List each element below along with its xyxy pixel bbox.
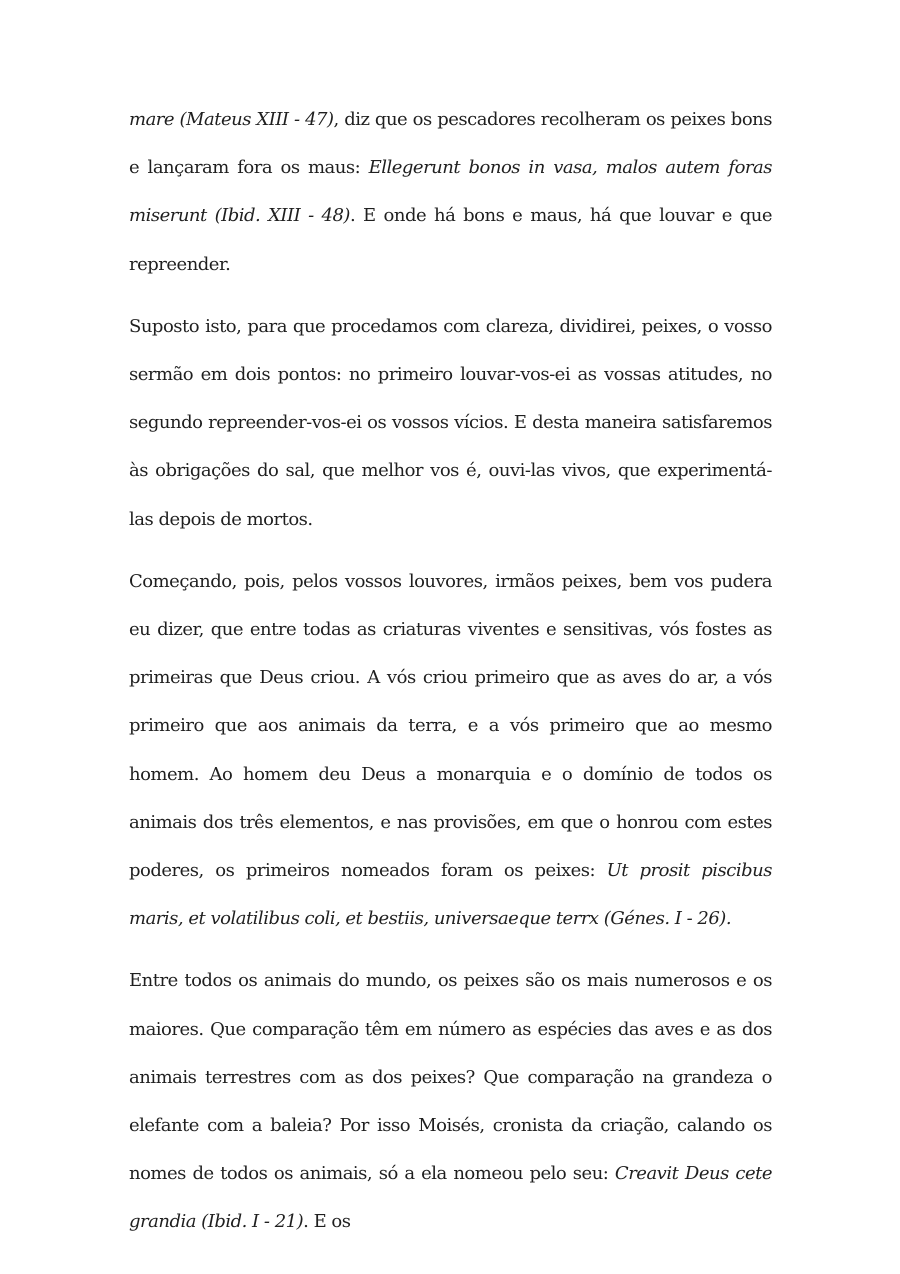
paragraph-2: [129, 303, 772, 544]
latin-citation: mare (Mateus XIII - 47): [129, 109, 334, 130]
latin-citation: Ut prosit piscibus maris, et volatilibus coli, et bestiis, universaeque terrx (Génes. I - 26).: [129, 860, 772, 930]
paragraph-text: , diz que os pescadores recolheram os peixes bons e lançaram fora os maus:: [129, 109, 772, 179]
paragraph-text: . E os: [303, 1211, 351, 1233]
paragraph-4: [129, 957, 772, 1246]
paragraph-1: [129, 96, 772, 289]
latin-citation: Ellegerunt bonos in vasa, malos autem foras miserunt (Ibid. XIII - 48): [129, 157, 772, 227]
paragraph-text: Começando, pois, pelos vossos louvores, irmãos peixes, bem vos pudera eu dizer, que entre todas as criaturas viventes e sensitivas, vós fostes as primeiras que Deus criou. A vós criou primeiro que as aves do ar, a vós primeiro que aos animais da terra, e a vós primeiro que ao mesmo homem. Ao homem deu Deus a monarquia e o domínio de todos os animais dos três elementos, e nas provisões, em que o honrou com estes poderes, os primeiros nomeados foram os peixes:: [129, 570, 772, 882]
paragraph-3: [129, 558, 772, 944]
document-page: [129, 96, 772, 1261]
paragraph-text: Entre todos os animais do mundo, os peixes são os mais numerosos e os maiores. Que comparação têm em número as espécies das aves e as dos animais terrestres com as dos peixes? Que comparação na grandeza o elefante com a baleia? Por isso Moisés, cronista da criação, calando os nomes de todos os animais, só a ela nomeou pelo seu:: [129, 970, 772, 1185]
latin-citation: Creavit Deus cete grandia (Ibid. I - 21): [129, 1163, 772, 1233]
paragraph-text: Suposto isto, para que procedamos com clareza, dividirei, peixes, o vosso sermão em dois pontos: no primeiro louvar-vos-ei as vossas atitudes, no segundo repreender-vos-ei os vossos vícios. E desta maneira satisfaremos às obrigações do sal, que melhor vos é, ouvi-las vivos, que experimentá-las depois de mortos.: [129, 315, 772, 530]
paragraph-text: . E onde há bons e maus, há que louvar e que repreender.: [129, 205, 772, 275]
